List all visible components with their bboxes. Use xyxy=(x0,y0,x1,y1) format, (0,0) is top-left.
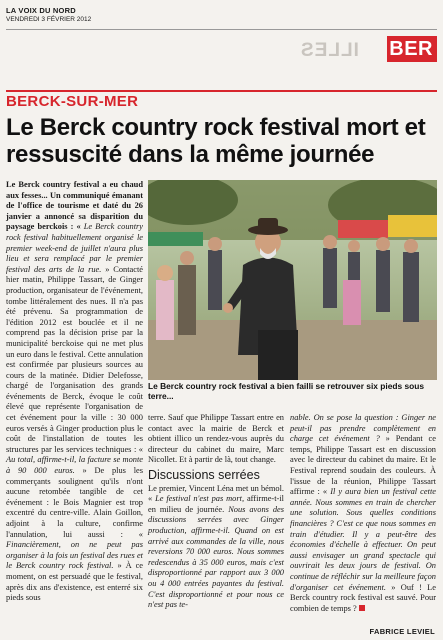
publication-date: VENDREDI 3 FÉVRIER 2012 xyxy=(6,16,92,23)
photo-caption: Le Berck country rock festival a bien failli se retrouver six pieds sous terre... xyxy=(148,381,425,401)
quote-text: Financièrement, on ne peut pas organiser à la fois un festival des rues et le Berck country rock festival. xyxy=(6,540,143,571)
festival-photo-illustration xyxy=(148,180,437,380)
body-text: » De plus les commerçants soulignent qu'ils n'ont aucune retombée tangible de cet événement : le Bois Magnier est trop excentré du centre-ville. Alain Goillon, adjoint à la culture, confirme l'annulation, lui aussi : « xyxy=(6,466,143,539)
article-kicker: BERCK-SUR-MER xyxy=(6,93,139,110)
quote-text: Nous avons des discussions serrées avec Ginger production, affirme-t-il. Quand on est arrivé aux commandes de la ville, nous reversions 70 000 euros. Nous sommes redescendus à 35 000 euros, mais c'est disproportionné par rapport aux 3 000 ou 4 000 entrées payantes du festival. C'est disproportionné et pour nous ce n'est pas te- xyxy=(148,504,284,610)
body-text: terre. Sauf que Philippe Tassart entre en contact avec la mairie de Berck et obtient illico un rendez-vous auprès du directeur du cabinet du maire, Marc Nicollet. Et à partir de là, tout change. xyxy=(148,413,284,465)
column-2b-text xyxy=(148,484,284,611)
quote-text: Il y aura bien un festival cette année. Nous sommes en train de chercher une solution. Sous quelles conditions financières ? C'est ce que nous sommes en train d'étudier. Il y a peut-être des économies d'échelle à effectuer. On peut aussi envisager un grand spectacle qui ouvrirait les deux jours de festival. On continue de réfléchir sur la meilleure façon d'organiser cet événement. xyxy=(290,487,436,592)
quote-text: nable. On se pose la question : Ginger ne peut-il pas prendre complètement en charge cet événement ? xyxy=(290,413,436,444)
body-text: » Pendant ce temps, Philippe Tassart est en discussion avec le directeur du cabinet du maire. Et le Festival reprend soudain des couleurs. À l'issue de la réunion, Philippe Tassart affirme : « xyxy=(290,434,436,497)
body-text: » À ce moment, on est persuadé que le festival, après dix ans d'existence, est enterré six pieds sous xyxy=(6,561,144,603)
section-label: BER xyxy=(389,38,433,60)
section-banner xyxy=(300,36,437,64)
top-rule xyxy=(6,29,437,30)
article-column-2 xyxy=(148,413,284,611)
column-1-text xyxy=(6,180,143,604)
body-text: » Contacté hier matin, Philippe Tassart, de Ginger production, organisateur de l'événement, tombe littéralement des nues. Il n'a pas été prévenu. Sa programmation de l'édition 2012 est bouclée et il ne comprend pas la décision prise par la municipalité berckoise qui ne met plus un euro dans le festival. Cette annulation est confirmée par plusieurs sources au cours de la matinée. Didier Delefosse, chargé de l'organisation des grands événements de Berck, évoque le coût élevé que représente l'organisation de cet événement pour la ville : 30 000 euros versés à Ginger production plus le coût de l'installation de toutes les structures par les services techniques : « xyxy=(6,264,143,454)
article-headline: Le Berck country rock festival mort et ressuscité dans la même journée xyxy=(6,114,426,168)
quote-text: Le Berck country rock festival habituellement organisé le premier week-end de juillet n'aura plus lieu et sera remplacé par le premier festival des arts de la rue. xyxy=(6,222,143,274)
newspaper-name: LA VOIX DU NORD xyxy=(6,6,76,15)
masthead xyxy=(6,6,436,36)
column-2-text xyxy=(148,413,284,466)
article-byline: FABRICE LEVIEL xyxy=(369,627,435,636)
section-ghost-text: ILLES xyxy=(300,40,359,61)
article-subhead: Discussions serrées xyxy=(148,467,260,482)
quote-text: Au total, affirme-t-il, la facture se monte à 90 000 euros. xyxy=(6,455,143,476)
body-text: affirme-t-il en milieu de journée. xyxy=(148,494,284,514)
article-photo xyxy=(148,180,437,380)
kicker-rule xyxy=(6,90,437,92)
body-text: Le premier, Vincent Léna met un bémol. « xyxy=(148,483,284,504)
article-column-3 xyxy=(290,413,436,614)
article-column-1 xyxy=(6,180,143,604)
column-3-text xyxy=(290,413,436,614)
lead-paragraph: Le Berck country festival a eu chaud aux fesses... Un communiqué émanant de l'office de tourisme et daté du 26 janvier a annoncé sa disparition du paysage berckois : « xyxy=(6,180,143,232)
quote-text: Le festival n'est pas mort, xyxy=(155,494,247,504)
end-of-article-mark xyxy=(359,605,365,611)
body-text: » Ouf ! Le Berck country rock festival est sauvé. Pour combien de temps ? xyxy=(290,582,436,613)
